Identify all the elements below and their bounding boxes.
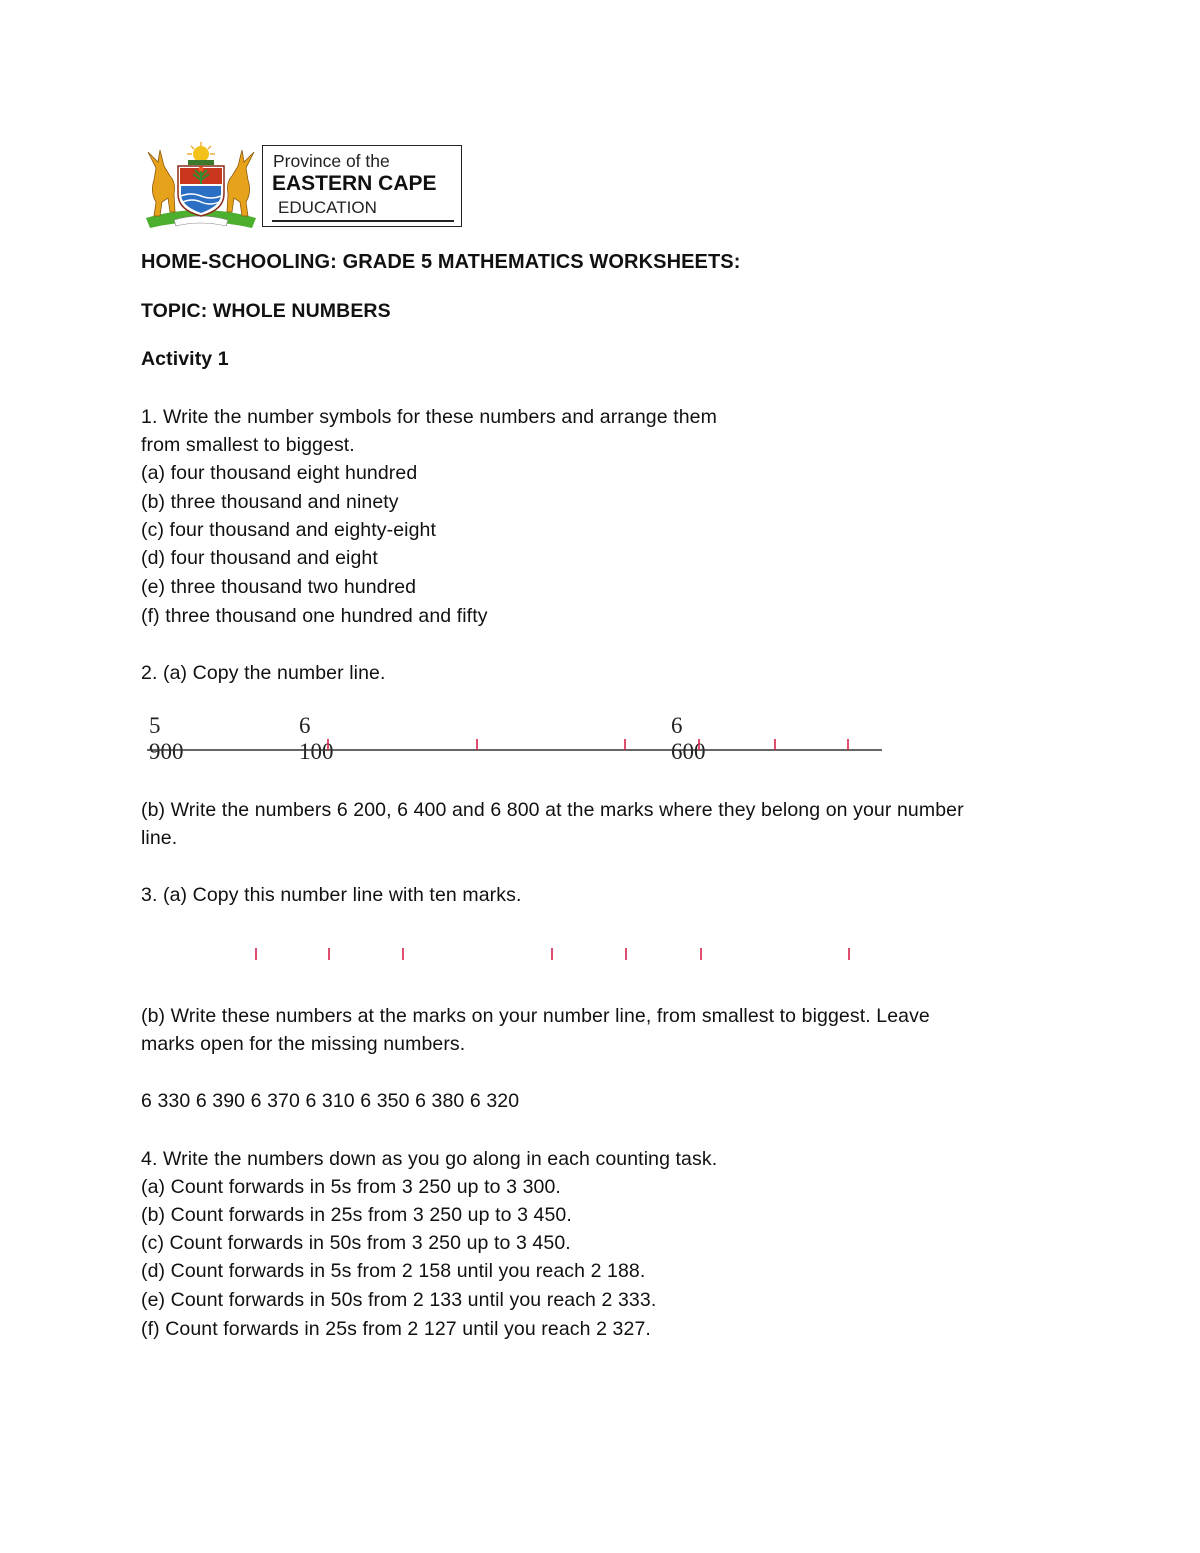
activity-heading: Activity 1 — [141, 348, 229, 370]
q1-item-a: (a) four thousand eight hundred — [141, 462, 418, 484]
q1-text-line1: 1. Write the number symbols for these numbers and arrange them — [141, 406, 717, 428]
number-line-label-6100: 6 100 — [299, 713, 334, 764]
q4-item-f: (f) Count forwards in 25s from 2 127 until you reach 2 327. — [141, 1318, 651, 1340]
q1-text-line2: from smallest to biggest. — [141, 434, 355, 456]
number-line-label-6600: 6 600 — [671, 713, 706, 764]
logo-underline — [272, 220, 454, 222]
q3-numbers: 6 330 6 390 6 370 6 310 6 350 6 380 6 320 — [141, 1090, 520, 1112]
q4-item-a: (a) Count forwards in 5s from 3 250 up to 3 300. — [141, 1176, 561, 1198]
q1-item-d: (d) four thousand and eight — [141, 547, 378, 569]
logo-line-province: Province of the — [273, 151, 390, 171]
q4-item-c: (c) Count forwards in 50s from 3 250 up to 3 450. — [141, 1232, 571, 1254]
q1-item-f: (f) three thousand one hundred and fifty — [141, 605, 488, 627]
province-logo-box — [262, 145, 462, 227]
q3-b-text-line1: (b) Write these numbers at the marks on your number line, from smallest to biggest. Leave — [141, 1005, 930, 1027]
q4-item-b: (b) Count forwards in 25s from 3 250 up to 3 450. — [141, 1204, 572, 1226]
q2-b-text-line2: line. — [141, 827, 178, 849]
q3-b-text-line2: marks open for the missing numbers. — [141, 1033, 466, 1055]
topic-heading: TOPIC: WHOLE NUMBERS — [141, 300, 391, 322]
q4-intro: 4. Write the numbers down as you go along in each counting task. — [141, 1148, 718, 1170]
logo-line-education: EDUCATION — [278, 198, 377, 217]
coat-of-arms-icon — [140, 140, 262, 232]
q4-item-e: (e) Count forwards in 50s from 2 133 until you reach 2 333. — [141, 1289, 657, 1311]
q3-a-text: 3. (a) Copy this number line with ten marks. — [141, 884, 522, 906]
q2-a-text: 2. (a) Copy the number line. — [141, 662, 386, 684]
q1-item-e: (e) three thousand two hundred — [141, 576, 417, 598]
q2-b-text-line1: (b) Write the numbers 6 200, 6 400 and 6 800 at the marks where they belong on your number — [141, 799, 964, 821]
q4-item-d: (d) Count forwards in 5s from 2 158 until you reach 2 188. — [141, 1260, 646, 1282]
worksheet-title: HOME-SCHOOLING: GRADE 5 MATHEMATICS WORKSHEETS: — [141, 251, 741, 273]
logo-line-eastern-cape: EASTERN CAPE — [272, 172, 437, 195]
q1-item-c: (c) four thousand and eighty-eight — [141, 519, 436, 541]
number-line-label-5900: 5 900 — [149, 713, 184, 764]
q1-item-b: (b) three thousand and ninety — [141, 491, 399, 513]
number-line-2-ticks — [0, 940, 1200, 970]
